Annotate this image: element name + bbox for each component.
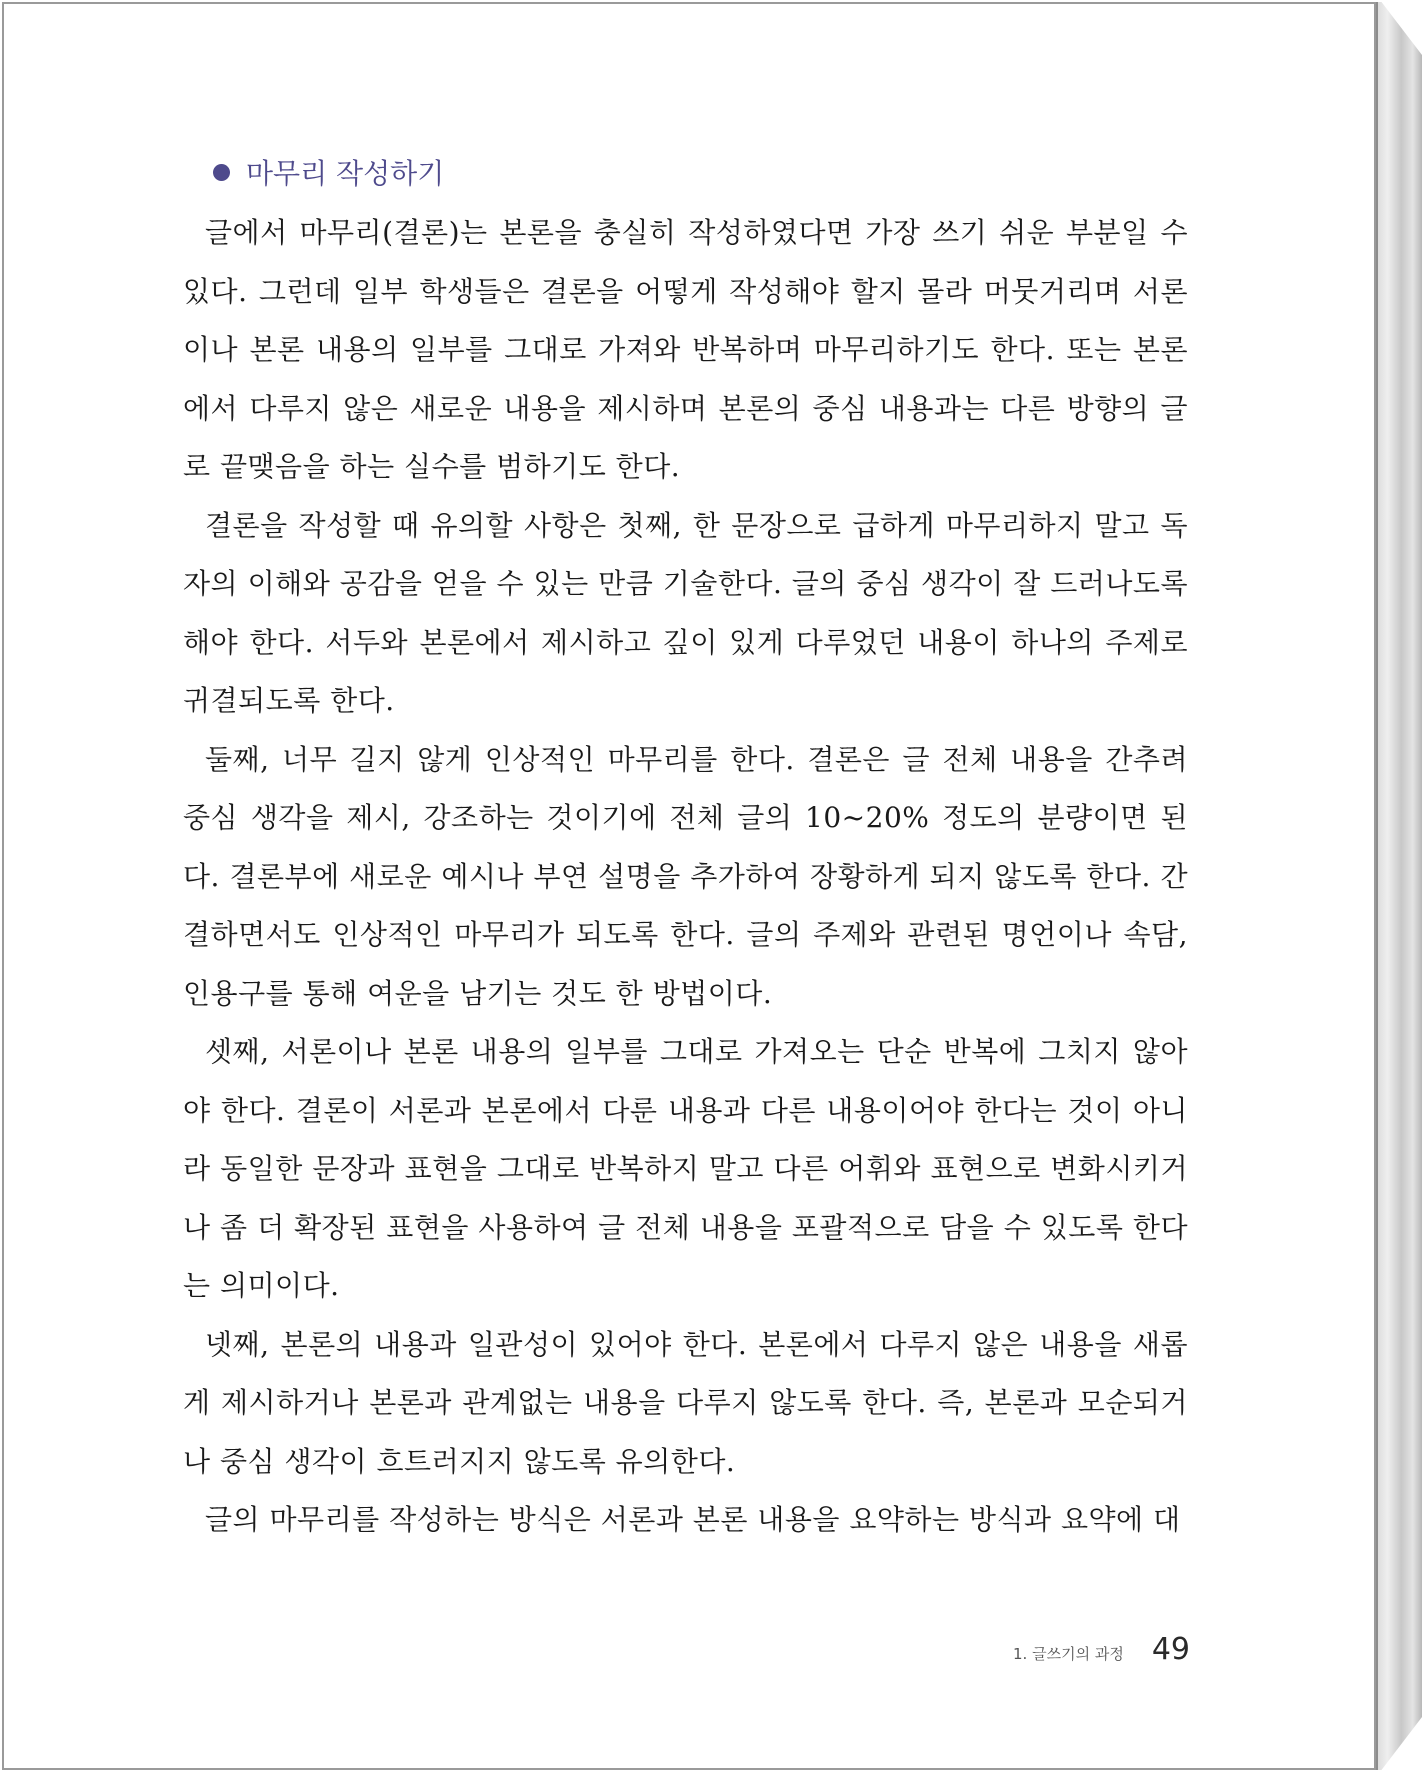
section-heading	[213, 150, 1188, 194]
paragraph: 넷째, 본론의 내용과 일관성이 있어야 한다. 본론에서 다루지 않은 내용을 새롭게 제시하거나 본론과 관계없는 내용을 다루지 않도록 한다. 즉, 본론과 모순되거나 중심 생각이 흐트러지지 않도록 유의한다.	[183, 1327, 1188, 1478]
paragraph: 글의 마무리를 작성하는 방식은 서론과 본론 내용을 요약하는 방식과 요약에 대	[205, 1503, 1181, 1536]
page-edge-line	[1376, 2, 1378, 1770]
footer-section-label: 1. 글쓰기의 과정	[1013, 1645, 1124, 1663]
section-heading-text: 마무리 작성하기	[246, 157, 445, 190]
page-content	[183, 150, 1188, 1550]
paragraph: 둘째, 너무 길지 않게 인상적인 마무리를 한다. 결론은 글 전체 내용을 간추려 중심 생각을 제시, 강조하는 것이기에 전체 글의 10~20% 정도의 분량이면 된다. 결론부에 새로운 예시나 부연 설명을 추가하여 장황하게 되지 않도록 한다. 간결하면서도 인상적인 마무리가 되도록 한다. 글의 주제와 관련된 명언이나 속담, 인용구를 통해 여운을 남기는 것도 한 방법이다.	[183, 742, 1188, 1010]
paragraph: 글에서 마무리(결론)는 본론을 충실히 작성하였다면 가장 쓰기 쉬운 부분일 수 있다. 그런데 일부 학생들은 결론을 어떻게 작성해야 할지 몰라 머뭇거리며 서론이나 본론 내용의 일부를 그대로 가져와 반복하며 마무리하기도 한다. 또는 본론에서 다루지 않은 새로운 내용을 제시하며 본론의 중심 내용과는 다른 방향의 글로 끝맺음을 하는 실수를 범하기도 한다.	[183, 216, 1188, 483]
page-number: 49	[1151, 1632, 1190, 1667]
paragraph: 셋째, 서론이나 본론 내용의 일부를 그대로 가져오는 단순 반복에 그치지 않아야 한다. 결론이 서론과 본론에서 다룬 내용과 다른 내용이어야 한다는 것이 아니라 동일한 문장과 표현을 그대로 반복하지 말고 다른 어휘와 표현으로 변화시키거나 좀 더 확장된 표현을 사용하여 글 전체 내용을 포괄적으로 담을 수 있도록 한다는 의미이다.	[183, 1035, 1188, 1302]
bullet-icon	[213, 164, 230, 181]
paragraph: 결론을 작성할 때 유의할 사항은 첫째, 한 문장으로 급하게 마무리하지 말고 독자의 이해와 공감을 얻을 수 있는 만큼 기술한다. 글의 중심 생각이 잘 드러나도록 해야 한다. 서두와 본론에서 제시하고 깊이 있게 다루었던 내용이 하나의 주제로 귀결되도록 한다.	[183, 508, 1188, 717]
page-stack-edge	[1376, 2, 1422, 1770]
page-footer	[1013, 1632, 1190, 1667]
